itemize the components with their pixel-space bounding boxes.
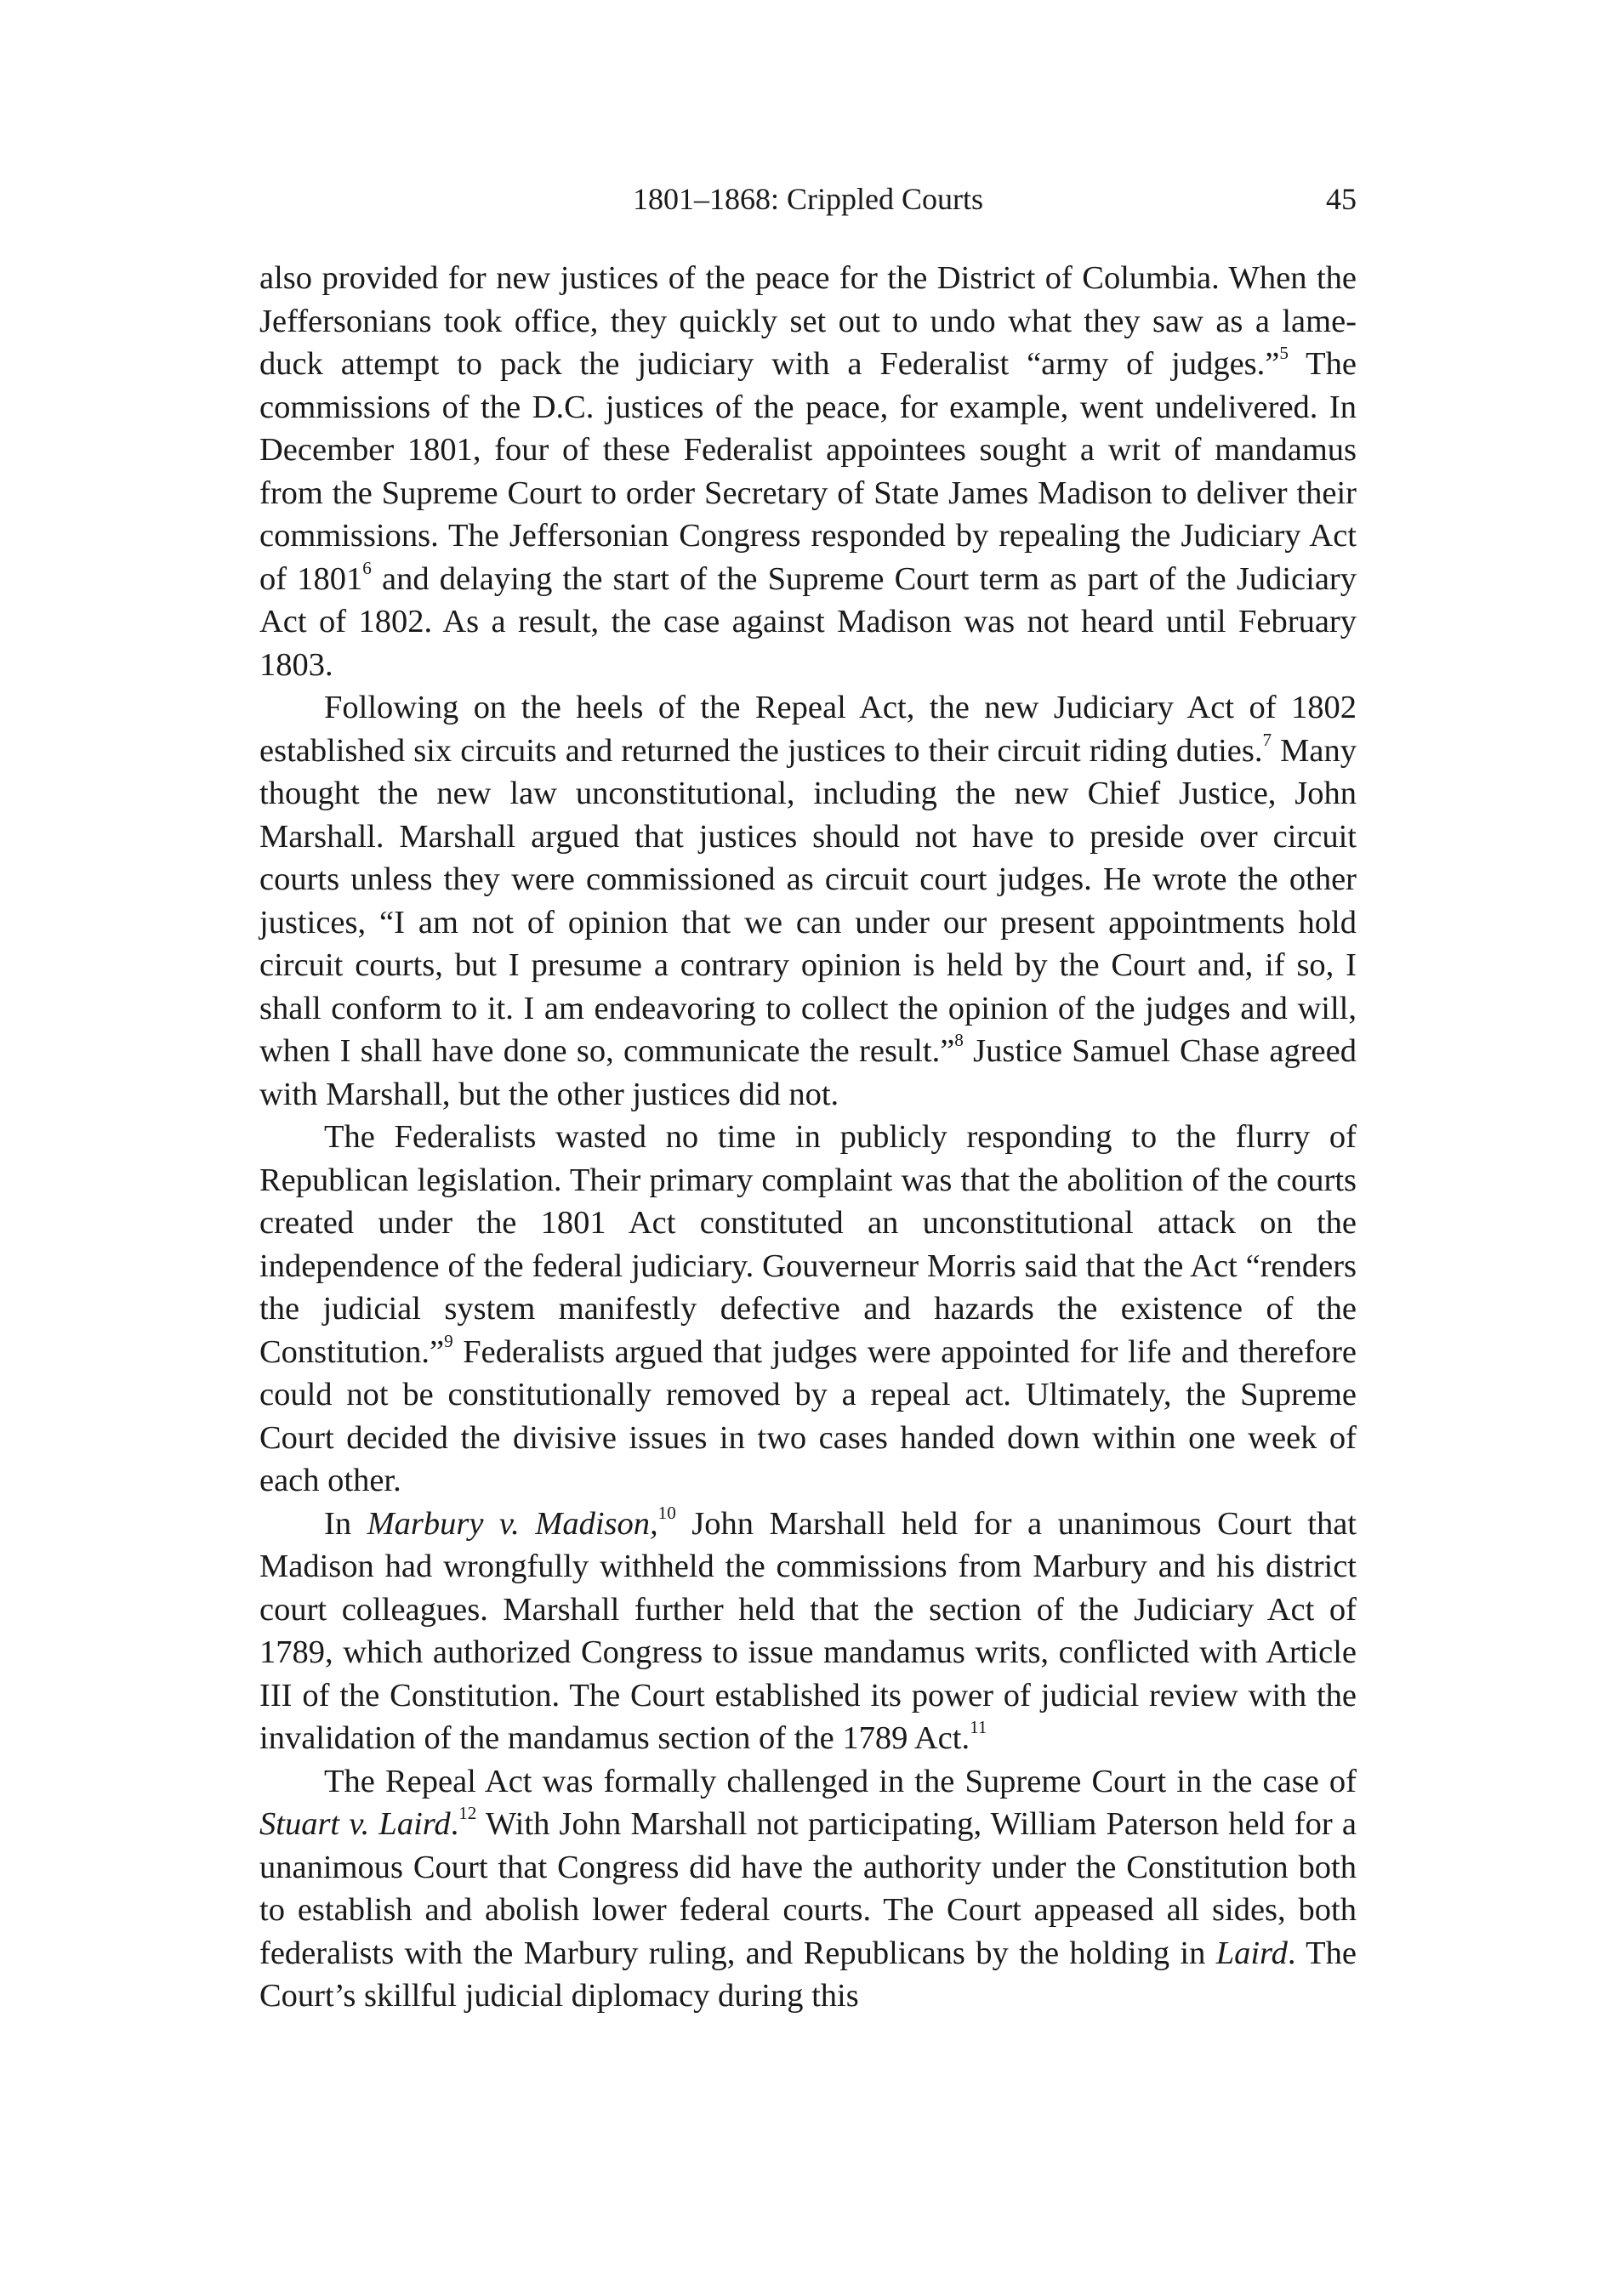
footnote-ref-12: 12 bbox=[458, 1803, 477, 1824]
text-run: John Marshall held for a unanimous Court that Madison had wrongfully withheld the commissions from Marbury and his district court colleagues. Marshall further held that the section of the Judiciary Act of 1789, which authorized Congress to issue mandamus writs, conflicted with Article III of the Constitution. The Court established its power of judicial review with the invalidation of the mandamus section of the 1789 Act. bbox=[259, 1505, 1357, 1756]
footnote-ref-11: 11 bbox=[970, 1717, 987, 1738]
paragraph-federalists-response bbox=[259, 1116, 1357, 1503]
footnote-ref-5: 5 bbox=[1279, 343, 1289, 364]
paragraph-judiciary-act-1802 bbox=[259, 686, 1357, 1116]
case-name-italic: Marbury v. Madison, bbox=[367, 1505, 658, 1542]
text-run: . bbox=[450, 1806, 459, 1842]
paragraph-marbury bbox=[259, 1503, 1357, 1760]
text-run: Following on the heels of the Repeal Act, the new Judiciary Act of 1802 established six circuits and returned the justices to their circuit riding duties. bbox=[259, 690, 1357, 769]
footnote-ref-8: 8 bbox=[954, 1030, 964, 1051]
text-run: The commissions of the D.C. justices of the peace, for example, went undelivered. In December 1801, four of these Federalist appointees sought a writ of mandamus from the Supreme Court to order Secretary of State James Madison to deliver their commissions. The Jeffersonian Congress responded by repealing the Judiciary Act of 1801 bbox=[259, 346, 1357, 597]
text-run: The Repeal Act was formally challenged in the Supreme Court in the case of bbox=[324, 1763, 1357, 1799]
text-run: With John Marshall not participating, William Paterson held for a unanimous Court that Congress did have the authority under the Constitution both to establish and abolish lower federal courts. The Court appeased all sides, both federalists with the Marbury ruling, and Republicans by the holding in bbox=[259, 1806, 1357, 1971]
footnote-ref-9: 9 bbox=[444, 1330, 453, 1351]
text-run: Justice Samuel Chase agreed with Marshall, but the other justices did not. bbox=[259, 1033, 1357, 1112]
paragraph-stuart-v-laird bbox=[259, 1760, 1357, 2018]
text-run: also provided for new justices of the peace for the District of Columbia. When the Jeffersonians took office, they quickly set out to undo what they saw as a lame-duck attempt to pack the judiciary with a Federalist “army of judges.” bbox=[259, 260, 1357, 382]
text-run: Federalists argued that judges were appointed for life and therefore could not be constitutionally removed by a repeal act. Ultimately, the Supreme Court decided the divisive issues in two cases handed down within one week of each other. bbox=[259, 1333, 1357, 1498]
case-name-italic: Stuart v. Laird bbox=[259, 1806, 451, 1842]
footnote-ref-10: 10 bbox=[657, 1502, 676, 1523]
text-run: In bbox=[324, 1505, 367, 1542]
case-name-italic: Laird bbox=[1215, 1935, 1288, 1971]
body-text bbox=[259, 257, 1357, 2018]
paragraph-continued bbox=[259, 257, 1357, 686]
text-run: . The Court’s skillful judicial diplomacy during this bbox=[259, 1935, 1357, 2014]
text-run: Many thought the new law unconstitutional, including the new Chief Justice, John Marshall. Marshall argued that justices should not have to preside over circuit courts unless they were commissioned as circuit court judges. He wrote the other justices, “I am not of opinion that we can under our present appointments hold circuit courts, but I presume a contrary opinion is held by the Court and, if so, I shall conform to it. I am endeavoring to collect the opinion of the judges and will, when I shall have done so, communicate the result.” bbox=[259, 732, 1357, 1069]
text-run: and delaying the start of the Supreme Court term as part of the Judiciary Act of 1802. As a result, the case against Madison was not heard until February 1803. bbox=[259, 560, 1357, 683]
footnote-ref-7: 7 bbox=[1262, 729, 1272, 750]
running-head-title: 1801–1868: Crippled Courts bbox=[633, 182, 983, 216]
running-head bbox=[259, 175, 1357, 223]
page-number: 45 bbox=[1326, 182, 1357, 216]
footnote-ref-6: 6 bbox=[362, 557, 372, 578]
text-run: The Federalists wasted no time in publicly responding to the flurry of Republican legislation. Their primary complaint was that the abolition of the courts created under the 1801 Act constituted an unconstitutional attack on the independence of the federal judiciary. Gouverneur Morris said that the Act “renders the judicial system manifestly defective and hazards the existence of the Constitution.” bbox=[259, 1119, 1357, 1370]
